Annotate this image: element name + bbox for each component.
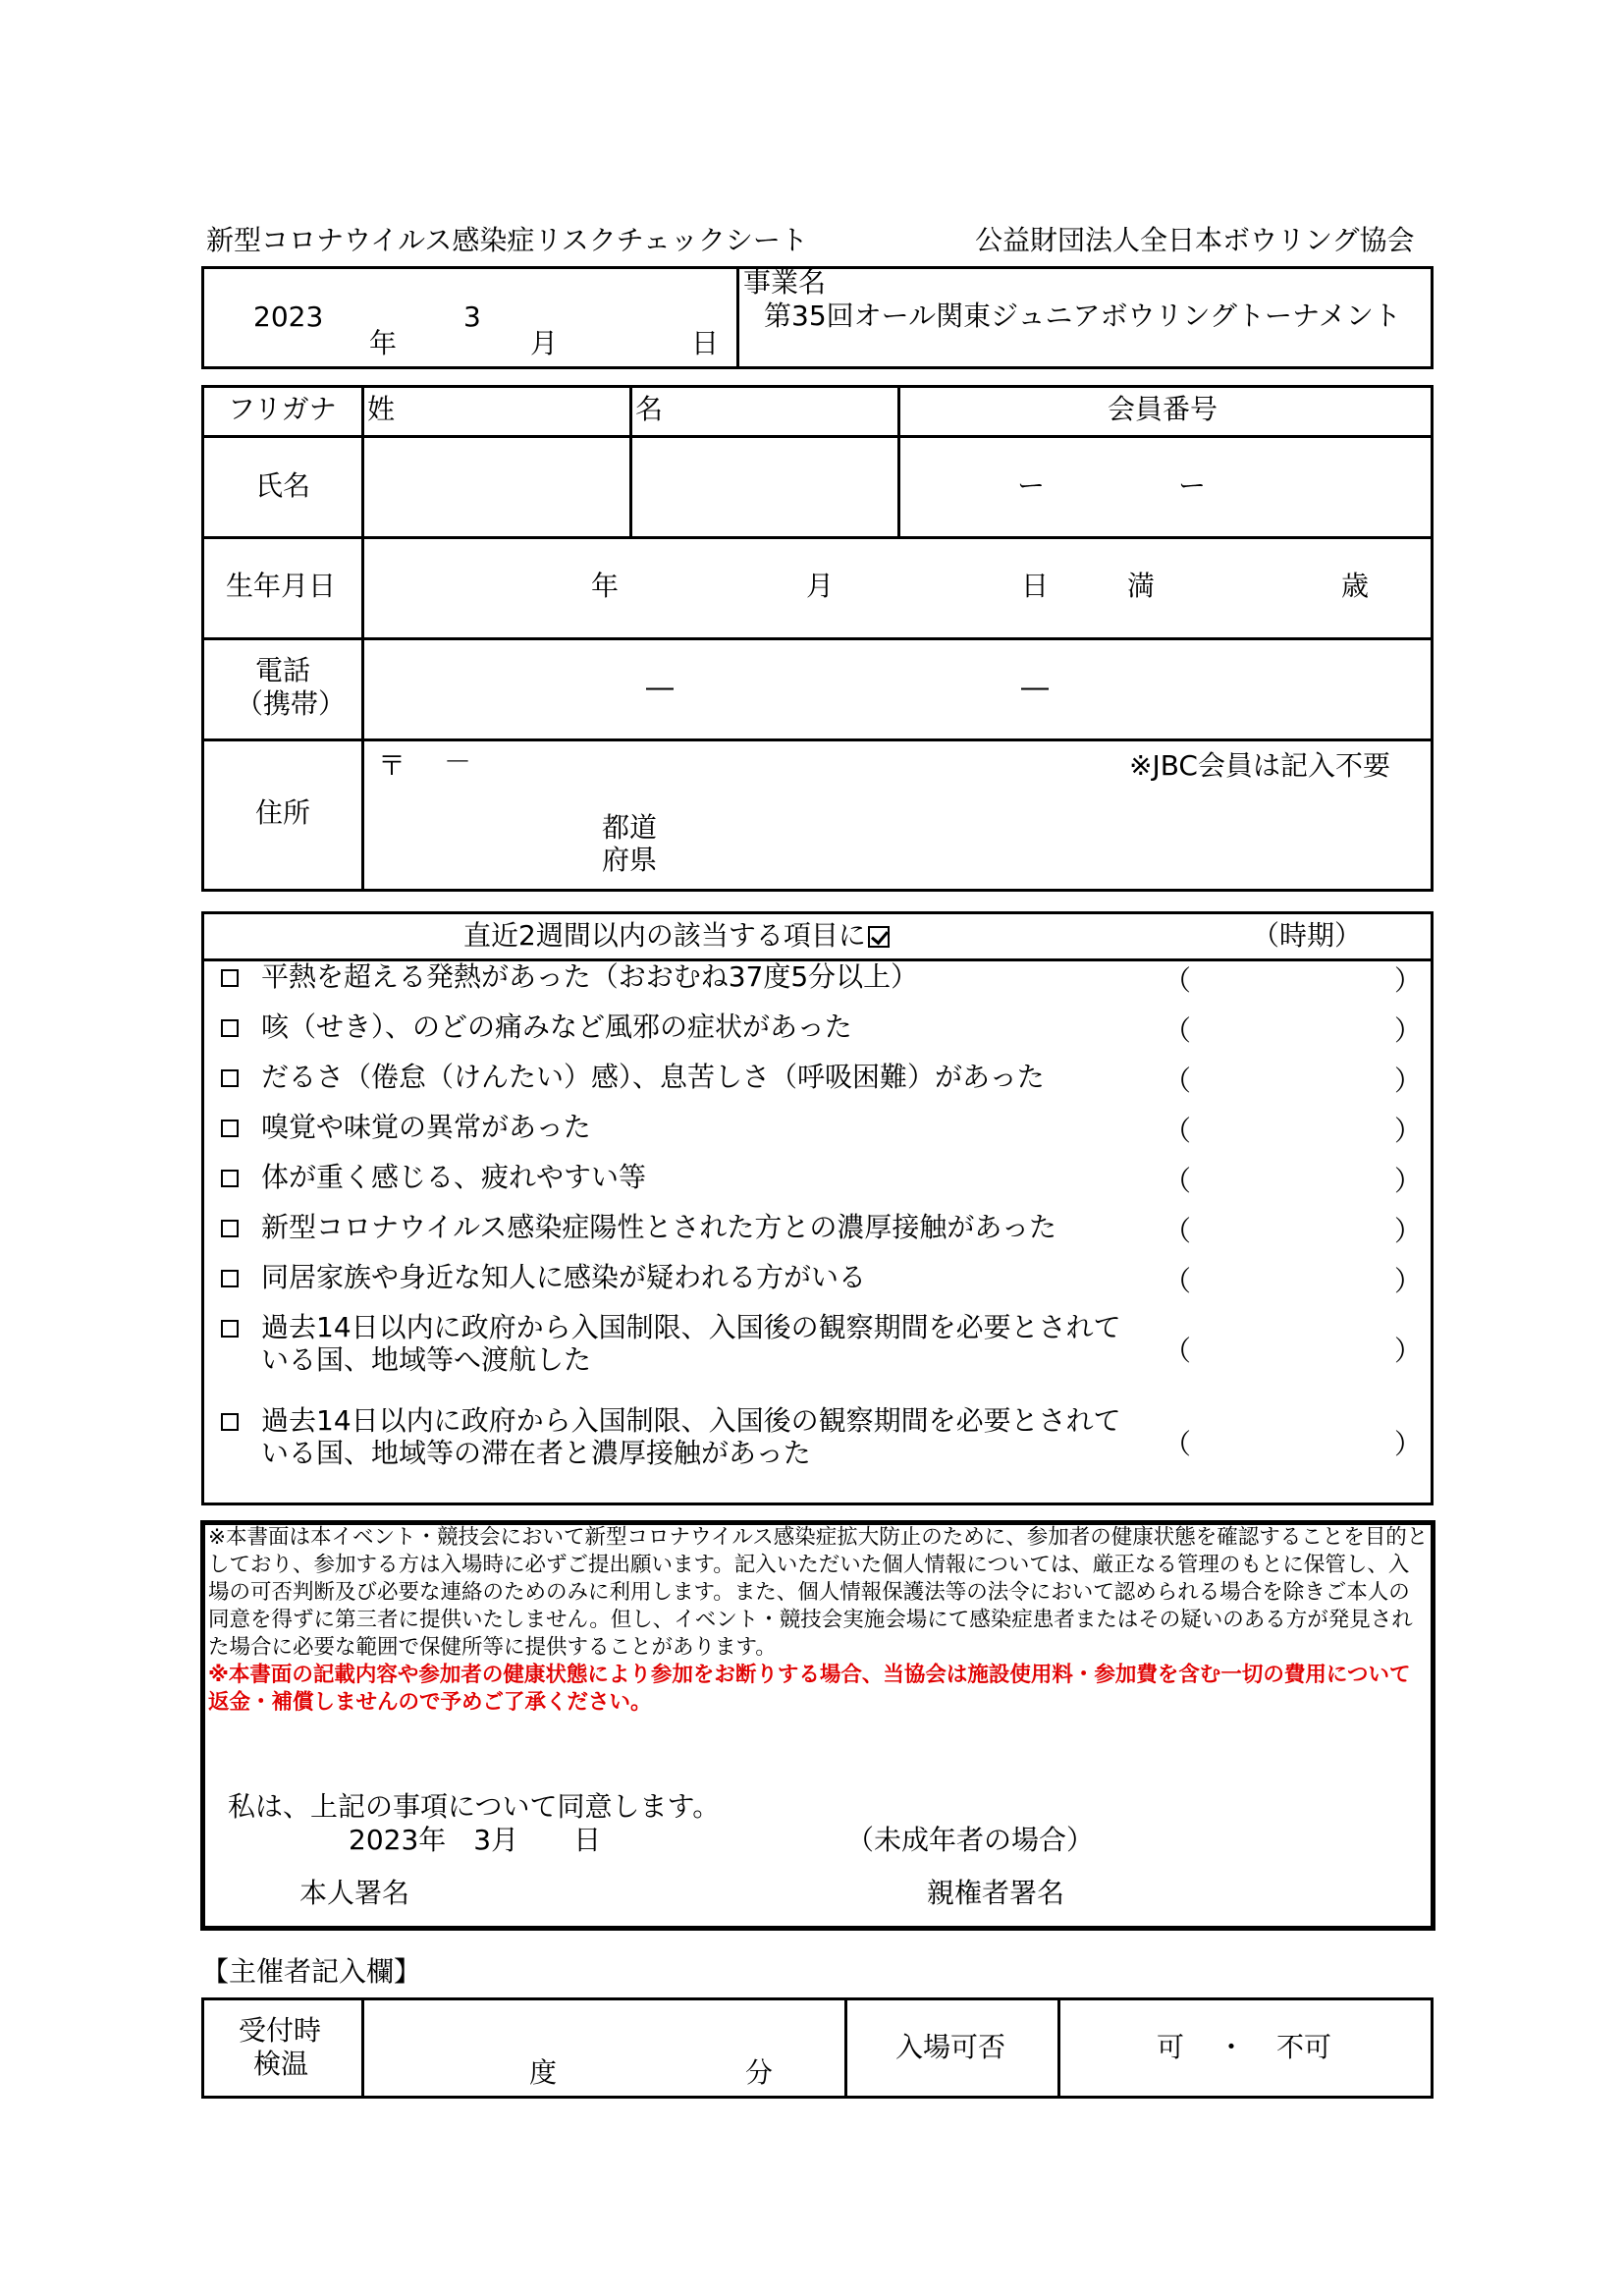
checked-box-icon — [868, 926, 890, 948]
period-open-paren: （ — [1164, 1215, 1192, 1247]
symptom-period-field[interactable] — [1193, 1335, 1389, 1368]
phone-dash-2: ― — [1021, 671, 1049, 703]
age-prefix: 満 — [1127, 570, 1156, 602]
event-month-label: 月 — [530, 327, 559, 359]
period-close-paren: ） — [1394, 1215, 1423, 1247]
birth-year-label: 年 — [591, 570, 620, 602]
symptom-item-text: 咳（せき）、のどの痛みなど風邪の症状があった — [261, 1011, 852, 1043]
symptom-checkbox[interactable] — [221, 1270, 239, 1287]
symptom-item-text: 体が重く感じる、疲れやすい等 — [261, 1161, 647, 1193]
organizer-section-label: 【主催者記入欄】 — [201, 1955, 422, 1988]
temp-label-1: 受付時 — [239, 2014, 322, 2047]
furigana-label: フリガナ — [228, 393, 337, 425]
organization-name: 公益財団法人全日本ボウリング協会 — [975, 224, 1415, 256]
consent-text: 私は、上記の事項について同意します。 — [228, 1790, 721, 1823]
notice-body: ※本書面は本イベント・競技会において新型コロナウイルス感染症拡大防止のために、参加者の健康状態を確認することを目的としており、参加する方は入場時に必ずご提出願います。記入いただいた個人情報については、厳正なる管理のもとに保管し、入場の可否判断及び必要な連絡のためのみに利用します。また、個人情報保護法等の法令において認められる場合を除きご本人の同意を得ずに第三者に提供いたしません。但し、イベント・競技会実施会場にて感染症患者またはその疑いのある方が発見された場合に必要な範囲で保健所等に提供することがあります。 — [208, 1525, 1429, 1660]
symptom-period-field[interactable] — [1193, 1265, 1389, 1298]
period-close-paren: ） — [1394, 964, 1423, 997]
address-label: 住所 — [255, 796, 311, 829]
member-number-field[interactable] — [901, 439, 1432, 534]
guardian-signature-label: 親権者署名 — [927, 1877, 1065, 1909]
checklist-heading — [463, 919, 890, 953]
prefecture-label-2: 府県 — [602, 844, 658, 876]
self-signature-field[interactable] — [422, 1871, 864, 1914]
birth-month-label: 月 — [806, 570, 835, 602]
degree-label: 度 — [529, 2056, 558, 2089]
notice-warning: ※本書面の記載内容や参加者の健康状態により参加をお断りする場合、当協会は施設使用料・参加費を含む一切の費用について返金・補償しませんので予めご了承ください。 — [208, 1663, 1411, 1715]
checklist-heading-text: 直近2週間以内の該当する項目に — [463, 919, 866, 952]
symptom-checkbox[interactable] — [221, 1220, 239, 1237]
postal-mark: 〒 — [378, 749, 406, 782]
sei-label: 姓 — [367, 393, 396, 425]
period-open-paren: （ — [1164, 1335, 1192, 1367]
entry-separator: ・ — [1218, 2031, 1246, 2063]
event-day-label: 日 — [691, 327, 720, 359]
member-number-dash-1: ー — [1017, 469, 1046, 502]
guardian-signature-field[interactable] — [1080, 1871, 1424, 1914]
period-close-paren: ） — [1394, 1335, 1423, 1367]
event-year-label: 年 — [369, 327, 398, 359]
minor-note: （未成年者の場合） — [846, 1824, 1095, 1856]
mei-label: 名 — [635, 393, 664, 425]
surname-field[interactable] — [365, 439, 627, 534]
period-close-paren: ） — [1394, 1265, 1423, 1297]
minute-label: 分 — [745, 2056, 774, 2089]
symptom-item-text: 嗅覚や味覚の異常があった — [261, 1111, 591, 1143]
phone-label-1: 電話 — [255, 654, 311, 686]
event-name: 第35回オール関東ジュニアボウリングトーナメント — [764, 300, 1401, 332]
period-close-paren: ） — [1394, 1428, 1423, 1460]
period-open-paren: （ — [1164, 1115, 1192, 1147]
period-label: （時期） — [1252, 919, 1363, 952]
symptom-item-text: 同居家族や身近な知人に感染が疑われる方がいる — [261, 1261, 867, 1293]
symptom-item-text: いる国、地域等の滞在者と濃厚接触があった — [261, 1437, 811, 1469]
symptom-checkbox[interactable] — [221, 1019, 239, 1037]
age-suffix: 歳 — [1341, 570, 1370, 602]
event-year-value: 2023 — [253, 301, 324, 333]
member-number-label: 会員番号 — [1108, 393, 1218, 425]
symptom-period-field[interactable] — [1193, 1428, 1389, 1461]
symptom-item-text: 過去14日以内に政府から入国制限、入国後の観察期間を必要とされて — [261, 1404, 1121, 1437]
symptom-period-field[interactable] — [1193, 1165, 1389, 1198]
period-open-paren: （ — [1164, 1265, 1192, 1297]
symptom-period-field[interactable] — [1193, 1215, 1389, 1248]
symptom-checkbox[interactable] — [221, 1120, 239, 1137]
symptom-checkbox[interactable] — [221, 1170, 239, 1187]
period-close-paren: ） — [1394, 1014, 1423, 1047]
given-name-field[interactable] — [633, 439, 895, 534]
symptom-checkbox[interactable] — [221, 1069, 239, 1087]
name-label: 氏名 — [255, 469, 311, 502]
jbc-note: ※JBC会員は記入不要 — [1129, 749, 1390, 782]
consent-date: 2023年 3月 日 — [349, 1824, 602, 1856]
entry-allowed-option[interactable]: 可 — [1157, 2031, 1185, 2063]
postal-dash: － — [444, 745, 472, 778]
period-open-paren: （ — [1164, 1165, 1192, 1197]
birth-day-label: 日 — [1021, 570, 1050, 602]
symptom-checkbox[interactable] — [221, 1320, 239, 1338]
member-number-dash-2: ー — [1178, 469, 1207, 502]
sheet-title: 新型コロナウイルス感染症リスクチェックシート — [206, 224, 808, 256]
period-open-paren: （ — [1164, 1065, 1192, 1097]
period-open-paren: （ — [1164, 1014, 1192, 1047]
entry-denied-option[interactable]: 不可 — [1276, 2031, 1332, 2063]
birthdate-label: 生年月日 — [226, 570, 337, 602]
period-close-paren: ） — [1394, 1065, 1423, 1097]
period-open-paren: （ — [1164, 964, 1192, 997]
symptom-period-field[interactable] — [1193, 964, 1389, 998]
symptom-item-text: だるさ（倦怠（けんたい）感）、息苦しさ（呼吸困難）があった — [261, 1061, 1045, 1093]
symptom-item-text: 平熱を超える発熱があった（おおむね37度5分以上） — [261, 960, 919, 993]
period-close-paren: ） — [1394, 1165, 1423, 1197]
event-month-value: 3 — [463, 301, 481, 333]
symptom-item-text: いる国、地域等へ渡航した — [261, 1343, 592, 1376]
symptom-checkbox[interactable] — [221, 1413, 239, 1431]
symptom-period-field[interactable] — [1193, 1115, 1389, 1148]
phone-label-2: （携帯） — [236, 687, 347, 720]
temp-label-2: 検温 — [253, 2048, 309, 2080]
entry-label: 入場可否 — [895, 2031, 1006, 2063]
prefecture-label-1: 都道 — [602, 811, 658, 844]
symptom-item-text: 過去14日以内に政府から入国制限、入国後の観察期間を必要とされて — [261, 1311, 1121, 1343]
birthdate-field[interactable] — [365, 540, 1432, 635]
symptom-period-field[interactable] — [1193, 1014, 1389, 1048]
self-signature-label: 本人署名 — [299, 1877, 410, 1909]
symptom-checkbox[interactable] — [221, 969, 239, 987]
phone-dash-1: ― — [646, 671, 674, 703]
event-name-label: 事業名 — [743, 266, 827, 299]
phone-field[interactable] — [365, 641, 1432, 737]
period-open-paren: （ — [1164, 1428, 1192, 1460]
period-close-paren: ） — [1394, 1115, 1423, 1147]
symptom-period-field[interactable] — [1193, 1065, 1389, 1098]
symptom-item-text: 新型コロナウイルス感染症陽性とされた方との濃厚接触があった — [261, 1211, 1057, 1243]
